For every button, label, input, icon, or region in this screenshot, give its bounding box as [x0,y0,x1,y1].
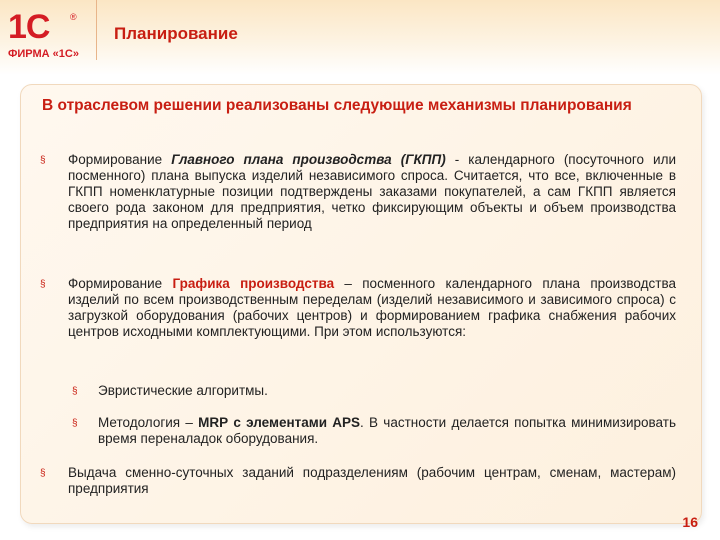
sub-list-item [72,383,676,399]
logo-mark: 1С [8,8,50,46]
intro-heading: В отраслевом решении реализованы следующие механизмы планирования [42,97,632,114]
list-item-text: Формирование Графика производства – посменного календарного плана производства изделий по всем производственным переделам (изделий независимого и зависимого спроса) с загрузкой оборудования (рабочих центров) и формированием графика снабжения рабочих центров исходными комплектующими. При этом используются: [68,276,676,339]
list-item [40,465,676,497]
sub-list-item-text: Эвристические алгоритмы. [98,383,268,398]
sub-list-item-text: Методология – MRP с элементами APS. В частности делается попытка минимизировать время переналадок оборудования. [98,415,676,446]
list-item [40,276,676,340]
logo-text: ФИРМА «1С» [8,48,79,60]
bullet-icon: § [72,418,78,429]
page-number: 16 [682,514,698,530]
sub-list-item [72,415,676,447]
bullet-icon: § [72,386,78,397]
emphasis-aps: с элементами APS [233,415,361,430]
bullet-icon: § [40,468,46,479]
emphasis-mrp: MRP [198,415,229,430]
list-item [40,152,676,232]
bullet-icon: § [40,279,46,290]
list-item-text: Формирование Главного плана производства (ГКПП) - календарного (посуточного или посменного) плана выпуска изделий независимого спроса. Считается, что все, включенные в ГКПП номенклатурные позиции подтверждены заказами покупателей, а сам ГКПП является своего рода законом для предприятия, четко фиксирующим объекты и объем производства предприятия на определенный период [68,152,676,231]
emphasis-schedule: Графика производства [172,276,335,291]
emphasis-gkpp: Главного плана производства (ГКПП) [171,152,446,167]
company-logo [8,8,88,64]
logo-registered-mark: ® [70,12,77,22]
bullet-icon: § [40,155,46,166]
page-title: Планирование [114,24,238,43]
list-item-text: Выдача сменно-суточных заданий подразделениям (рабочим центрам, сменам, мастерам) предприятия [68,465,676,496]
slide-header [0,0,720,75]
header-divider [96,0,97,60]
